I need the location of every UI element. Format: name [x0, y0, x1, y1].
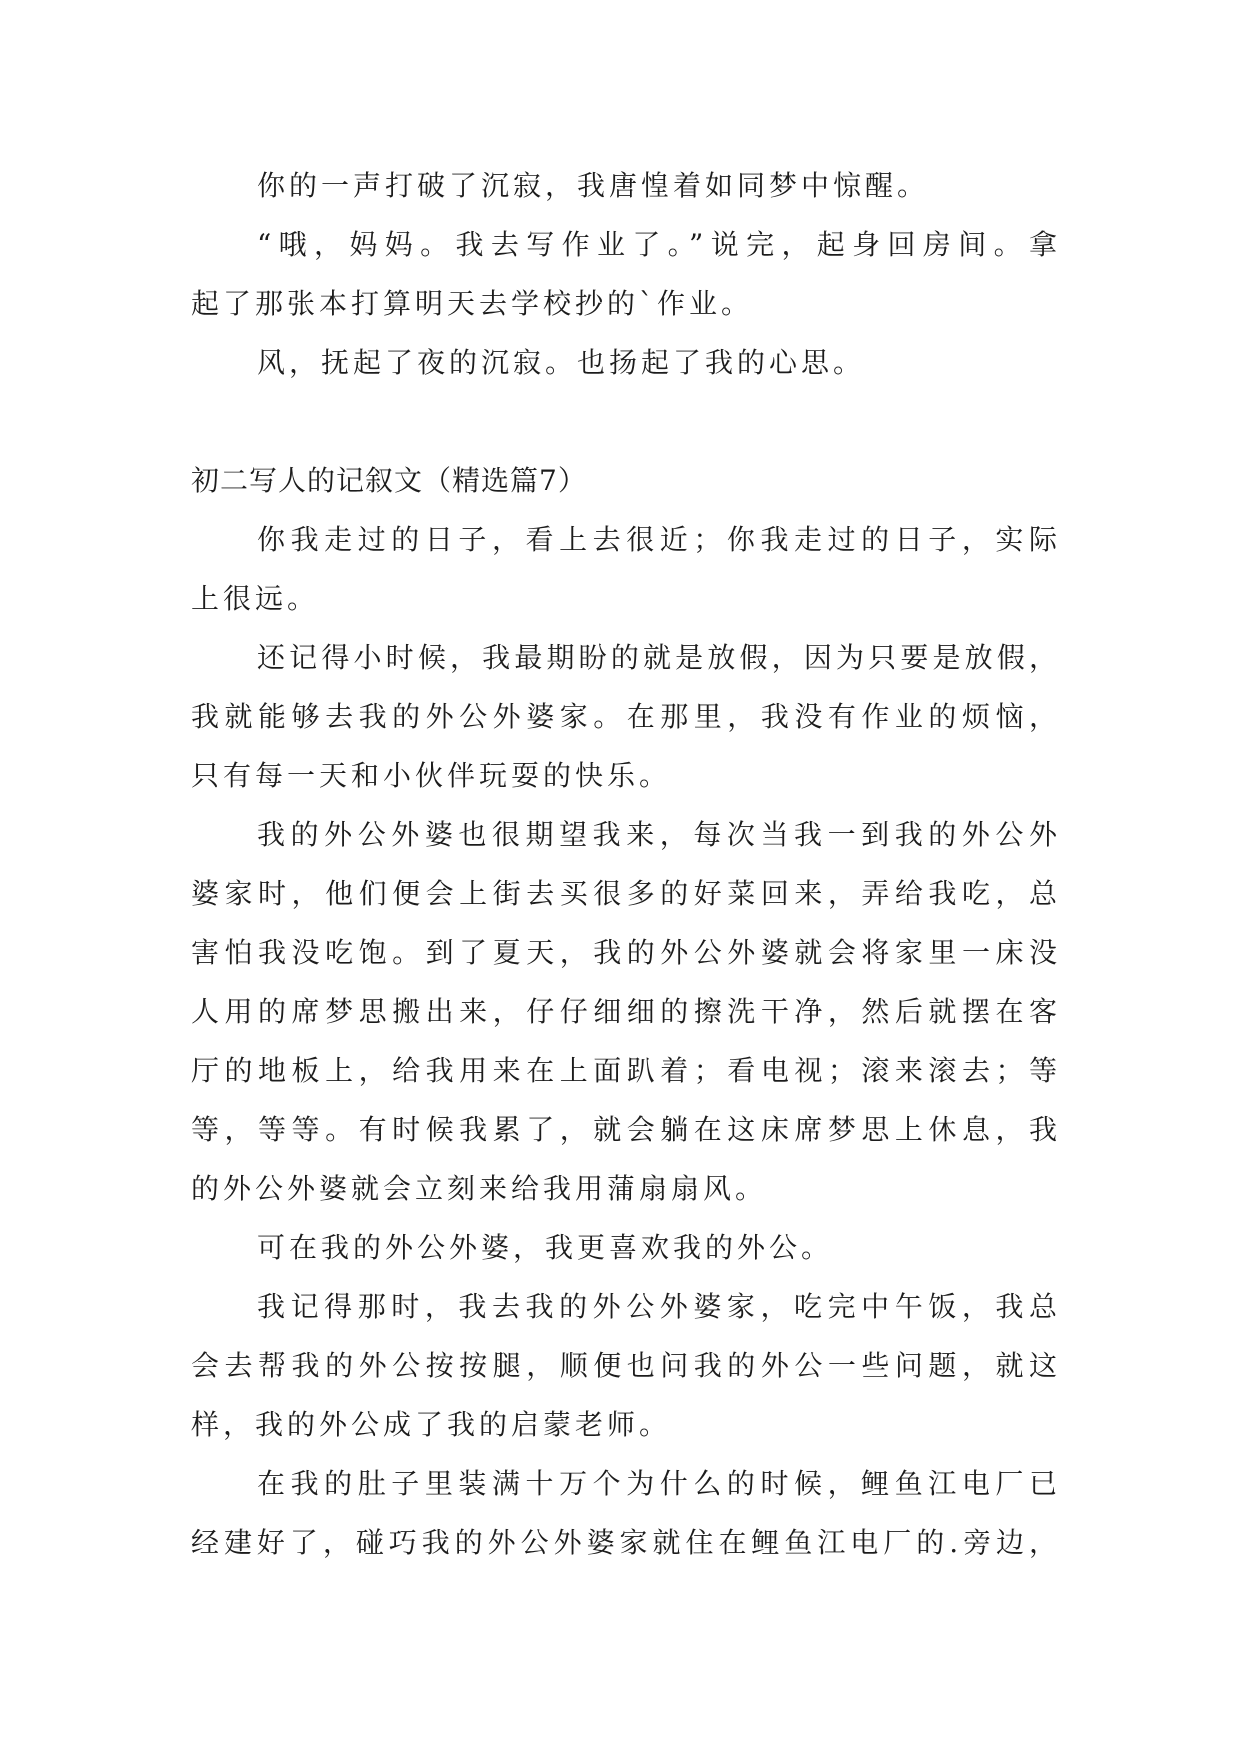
text-line: 害怕我没吃饱。到了夏天，我的外公外婆就会将家里一床没 — [191, 936, 1057, 969]
text-line: 人用的席梦思搬出来，仔仔细细的擦洗干净，然后就摆在客 — [191, 995, 1057, 1028]
text-line: 婆家时，他们便会上街去买很多的好菜回来，弄给我吃，总 — [191, 877, 1057, 910]
text-line: 在我的肚子里装满十万个为什么的时候，鲤鱼江电厂已 — [257, 1467, 1057, 1500]
text-line: 你的一声打破了沉寂，我唐惶着如同梦中惊醒。 — [257, 169, 930, 202]
text-line: 样，我的外公成了我的启蒙老师。 — [191, 1408, 672, 1441]
paragraph — [191, 1454, 1057, 1572]
text-line: 上很远。 — [191, 582, 320, 615]
paragraph — [191, 333, 1057, 392]
text-line: 我记得那时，我去我的外公外婆家，吃完中午饭，我总 — [257, 1290, 1057, 1323]
text-line: 经建好了，碰巧我的外公外婆家就住在鲤鱼江电厂的.旁边， — [191, 1526, 1057, 1559]
paragraph — [191, 510, 1057, 628]
paragraph — [191, 1218, 1057, 1277]
text-line: 你我走过的日子，看上去很近；你我走过的日子，实际 — [257, 523, 1057, 556]
paragraph — [191, 215, 1057, 333]
text-line: 还记得小时候，我最期盼的就是放假，因为只要是放假， — [257, 641, 1057, 674]
document-body — [191, 156, 1057, 1572]
paragraph — [191, 1277, 1057, 1454]
text-line: 厅的地板上，给我用来在上面趴着；看电视；滚来滚去；等 — [191, 1054, 1057, 1087]
section-heading: 初二写人的记叙文（精选篇7） — [191, 464, 587, 497]
text-line: “哦，妈妈。我去写作业了。”说完，起身回房间。拿 — [257, 228, 1057, 261]
text-line: 我就能够去我的外公外婆家。在那里，我没有作业的烦恼， — [191, 700, 1057, 733]
paragraph — [191, 628, 1057, 805]
text-line: 起了那张本打算明天去学校抄的`作业。 — [191, 287, 754, 320]
paragraph — [191, 805, 1057, 1218]
text-line: 我的外公外婆也很期望我来，每次当我一到我的外公外 — [257, 818, 1057, 851]
paragraph — [191, 156, 1057, 215]
text-line: 可在我的外公外婆，我更喜欢我的外公。 — [257, 1231, 834, 1264]
text-line: 等，等等。有时候我累了，就会躺在这床席梦思上休息，我 — [191, 1113, 1057, 1146]
text-line: 会去帮我的外公按按腿，顺便也问我的外公一些问题，就这 — [191, 1349, 1057, 1382]
text-line: 的外公外婆就会立刻来给我用蒲扇扇风。 — [191, 1172, 768, 1205]
text-line: 风，抚起了夜的沉寂。也扬起了我的心思。 — [257, 346, 866, 379]
text-line: 只有每一天和小伙伴玩耍的快乐。 — [191, 759, 672, 792]
blank-line — [191, 392, 1057, 451]
